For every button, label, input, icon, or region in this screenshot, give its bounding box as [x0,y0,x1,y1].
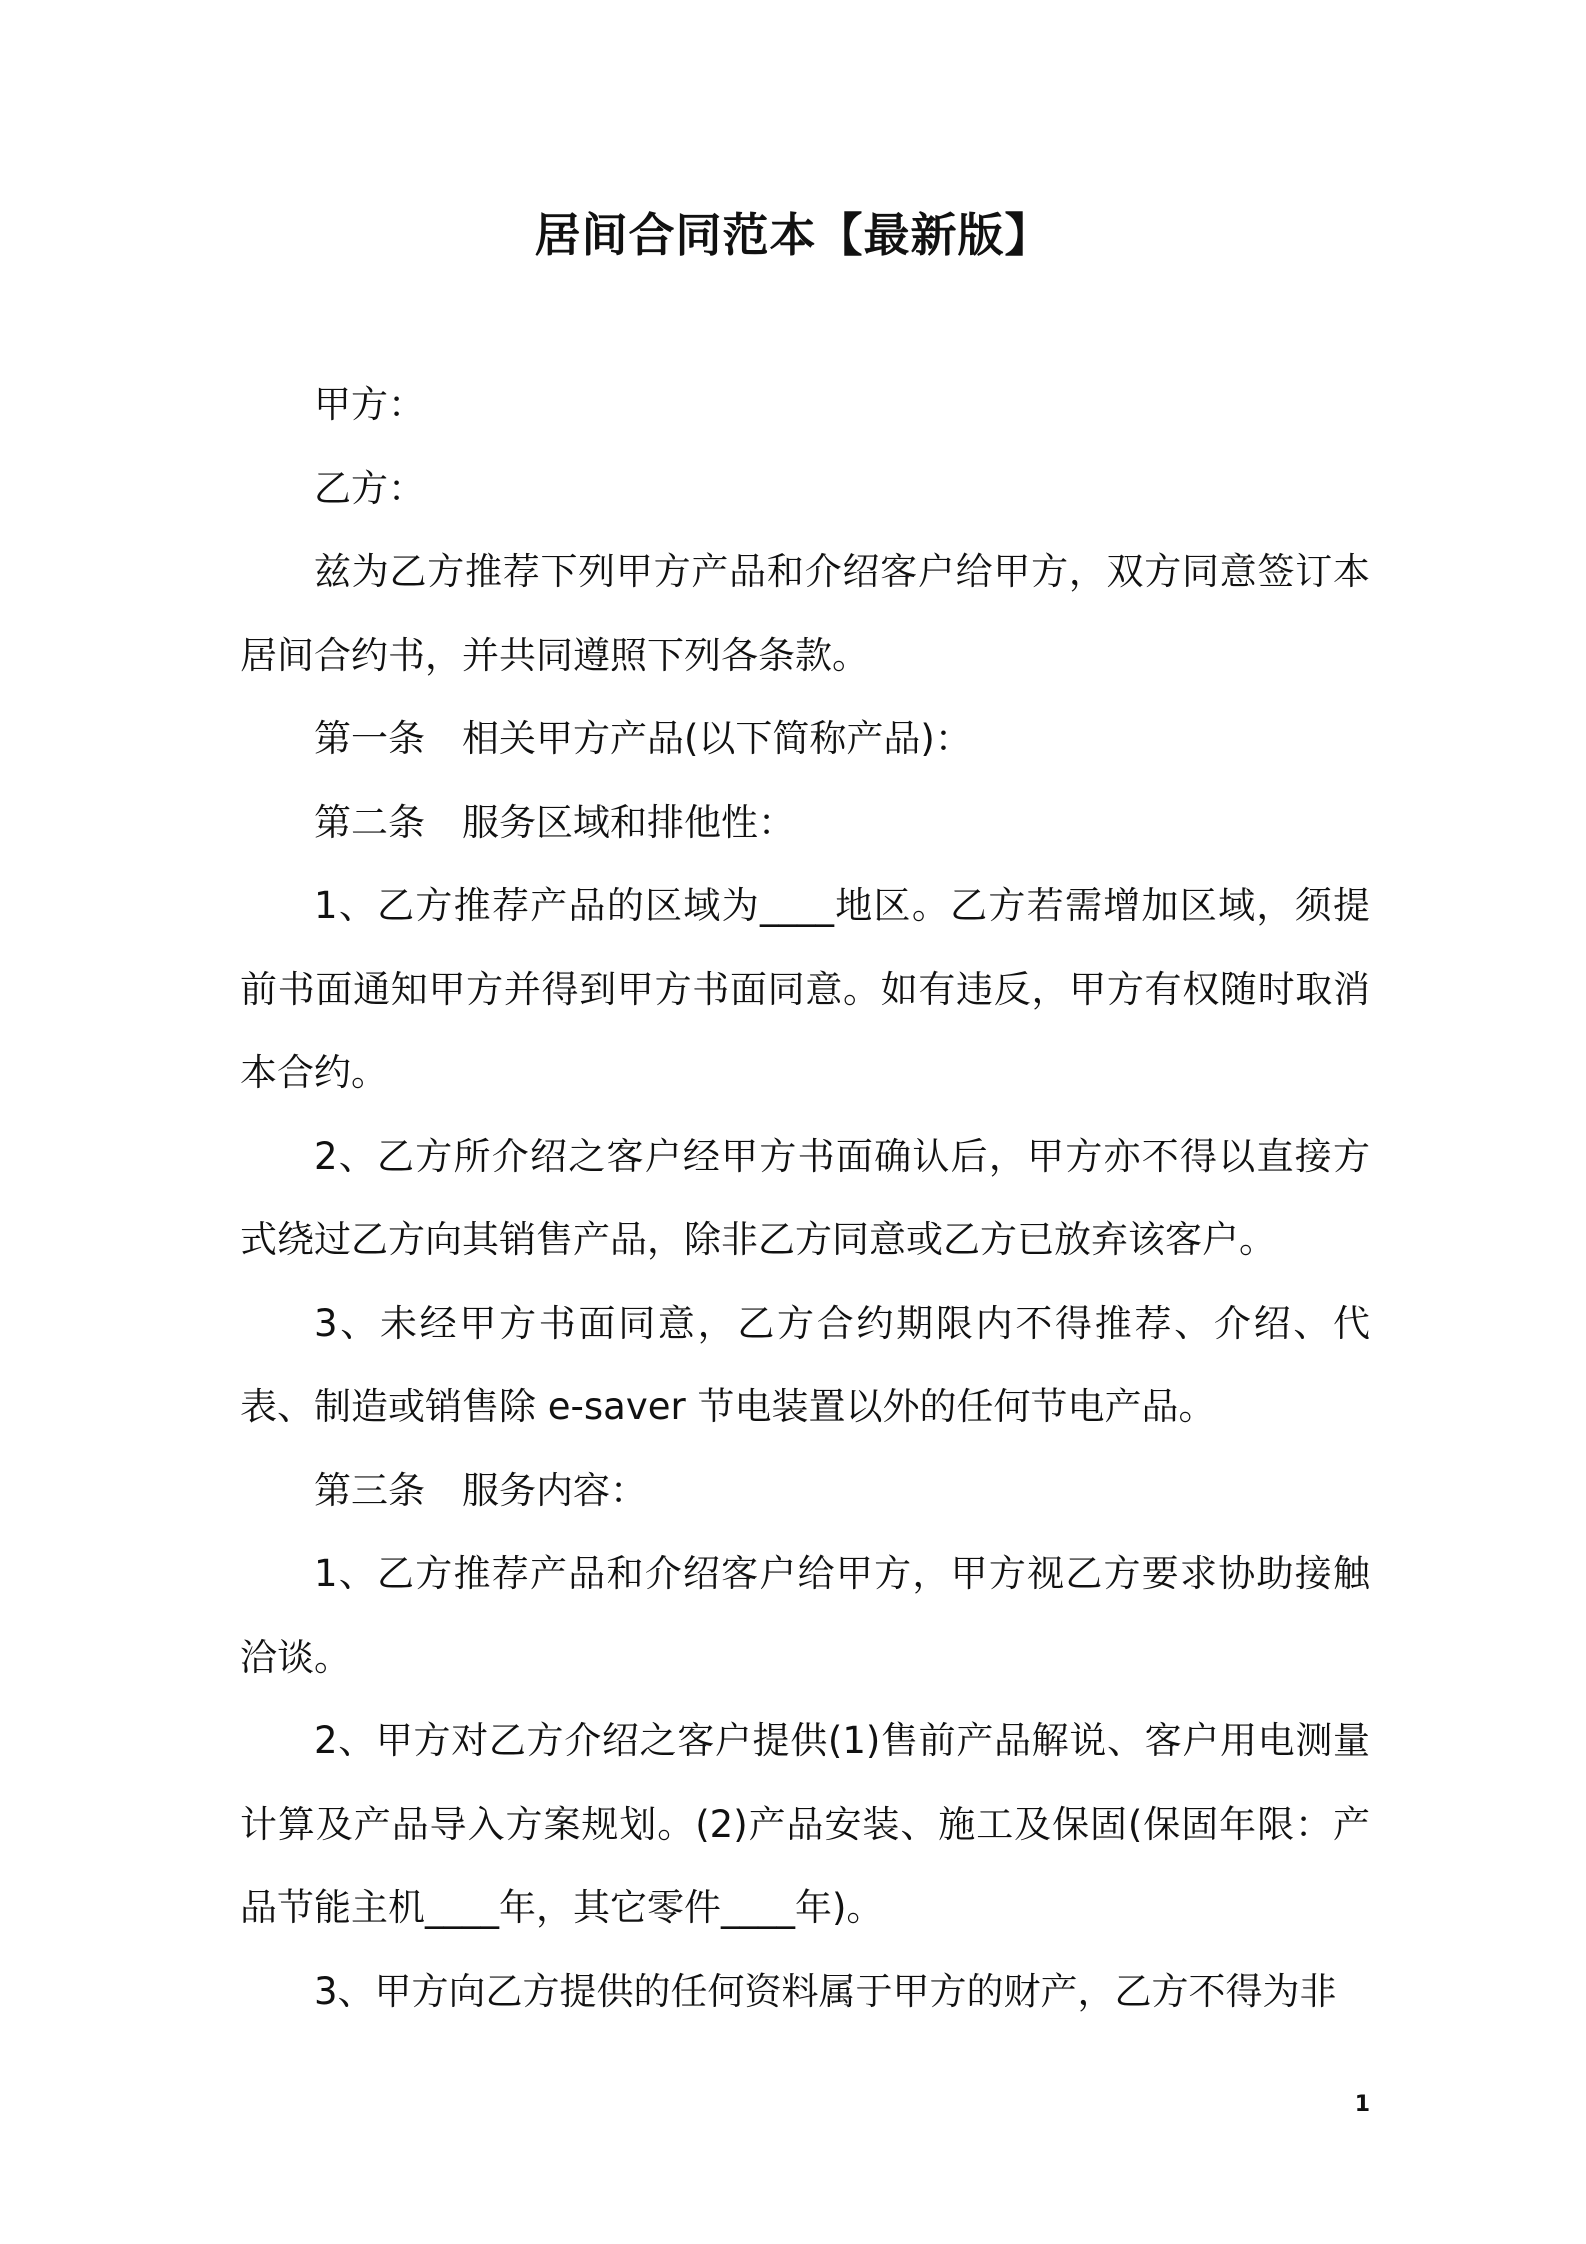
article-3-heading: 第三条 服务内容： [314,1468,647,1512]
document-title: 居间合同范本【最新版】 [534,208,1052,262]
article-1-heading: 第一条 相关甲方产品(以下简称产品)： [314,717,972,760]
article-3-clause-2: 2、甲方对乙方介绍之客户提供(1)售前产品解说、客户用电测量计算及产品导入方案规划。(2)产品安装、施工及保固(保固年限：产品节能主机____年，其它零件____年)。 [240,1719,1370,1929]
party-a-line: 甲方： [314,383,425,426]
party-b-line: 乙方： [314,466,425,510]
intro-paragraph: 兹为乙方推荐下列甲方产品和介绍客户给甲方，双方同意签订本居间合约书，并共同遵照下列各条款。 [240,550,1370,677]
article-2-clause-3: 3、未经甲方书面同意，乙方合约期限内不得推荐、介绍、代表、制造或销售除 e-saver 节电装置以外的任何节电产品。 [240,1301,1370,1428]
article-2-clause-1: 1、乙方推荐产品的区域为____地区。乙方若需增加区域，须提前书面通知甲方并得到甲方书面同意。如有违反，甲方有权随时取消本合约。 [240,884,1370,1094]
article-3-clause-3: 3、甲方向乙方提供的任何资料属于甲方的财产，乙方不得为非 [314,1969,1337,2013]
page-number: 1 [1354,2092,1370,2117]
article-2-heading: 第二条 服务区域和排他性： [314,800,795,844]
document-body [240,363,1370,2033]
article-2-clause-2: 2、乙方所介绍之客户经甲方书面确认后，甲方亦不得以直接方式绕过乙方向其销售产品，除非乙方同意或乙方已放弃该客户。 [240,1134,1370,1261]
article-3-clause-1: 1、乙方推荐产品和介绍客户给甲方，甲方视乙方要求协助接触洽谈。 [240,1552,1370,1679]
